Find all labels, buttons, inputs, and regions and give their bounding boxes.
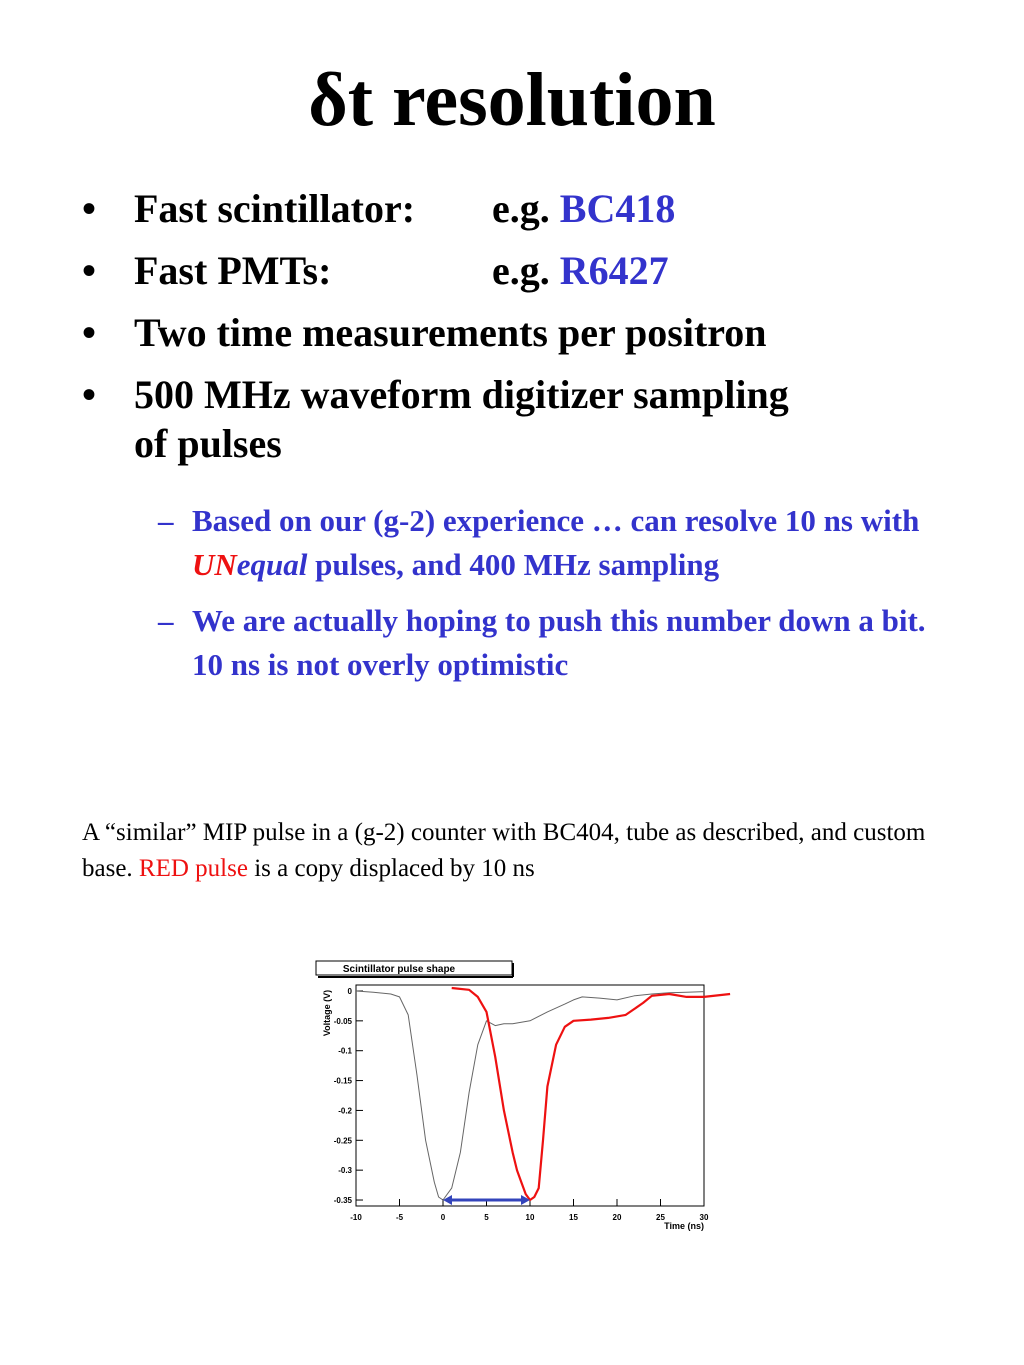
displaced-red-pulse-line: [452, 988, 730, 1200]
pulse-shape-chart: [312, 955, 742, 1245]
y-tick-label: -0.35: [333, 1196, 352, 1206]
pmt-model: R6427: [559, 248, 669, 293]
bullet-waveform-digitizer: [82, 370, 982, 468]
bullet-list: [82, 184, 982, 481]
y-tick-label: 0: [347, 986, 352, 996]
delta-t-arrow-head-left: [443, 1195, 452, 1205]
sub-bullet-list: [158, 499, 958, 699]
unequal-emphasis-un: UN: [192, 547, 237, 582]
sub-bullet-push-number: [158, 599, 958, 687]
scintillator-model: BC418: [559, 186, 676, 231]
bullet-label: Fast scintillator:: [134, 186, 416, 231]
chart-title: Scintillator pulse shape: [342, 964, 456, 975]
bullet-label: Fast PMTs:: [134, 248, 332, 293]
y-axis-label: Voltage (V): [322, 989, 332, 1037]
sub-bullet-g2-experience: [158, 499, 958, 587]
x-tick-label: 25: [656, 1213, 665, 1222]
x-tick-label: 10: [525, 1213, 535, 1222]
sub-bullet-dash: –: [158, 503, 174, 538]
y-tick-label: -0.15: [333, 1076, 352, 1086]
figure-caption: [82, 815, 982, 887]
slide-title: δt resolution: [308, 58, 716, 142]
caption-red-pulse: RED pulse: [138, 855, 248, 882]
chart-svg: [312, 955, 742, 1245]
original-pulse-line: [356, 991, 704, 1200]
x-tick-label: -5: [395, 1213, 404, 1222]
sub-bullet-text-part1: Based on our (g-2) experience … can resolve 10 ns with: [192, 503, 920, 538]
bullet-dot: •: [82, 372, 97, 417]
x-tick-label: 30: [699, 1213, 709, 1222]
bullet-dot: •: [82, 310, 97, 355]
x-tick-label: 0: [440, 1213, 446, 1222]
bullet-text-line1: 500 MHz waveform digitizer sampling: [134, 372, 789, 417]
bullet-text: Two time measurements per positron: [134, 310, 767, 355]
bullet-dot: •: [82, 186, 97, 231]
y-tick-label: -0.25: [333, 1136, 352, 1146]
x-tick-label: 15: [569, 1213, 578, 1222]
bullet-example-prefix: e.g.: [492, 248, 560, 293]
y-tick-label: -0.1: [338, 1046, 352, 1056]
unequal-emphasis-equal: equal: [236, 547, 308, 582]
bullet-fast-scintillator: [82, 184, 982, 233]
y-tick-label: -0.3: [338, 1166, 352, 1176]
caption-part1: A “similar” MIP pulse in a (g-2) counter with BC404, tube as described, and custom base.: [82, 819, 926, 882]
sub-bullet-text: We are actually hoping to push this number down a bit. 10 ns is not overly optimistic: [192, 603, 926, 682]
bullet-fast-pmts: [82, 246, 982, 295]
bullet-example-prefix: e.g.: [492, 186, 560, 231]
bullet-text-line2: of pulses: [134, 421, 282, 466]
x-tick-label: 20: [612, 1213, 622, 1222]
x-tick-label: 5: [484, 1213, 489, 1222]
x-axis-label: Time (ns): [664, 1221, 704, 1231]
bullet-two-time-measurements: [82, 308, 982, 357]
y-tick-label: -0.05: [333, 1016, 352, 1026]
sub-bullet-text-part2: pulses, and 400 MHz sampling: [307, 547, 720, 582]
sub-bullet-dash: –: [158, 603, 174, 638]
y-tick-label: -0.2: [338, 1106, 352, 1116]
x-tick-label: -10: [350, 1213, 362, 1222]
caption-part2: is a copy displaced by 10 ns: [247, 855, 535, 882]
bullet-dot: •: [82, 248, 97, 293]
